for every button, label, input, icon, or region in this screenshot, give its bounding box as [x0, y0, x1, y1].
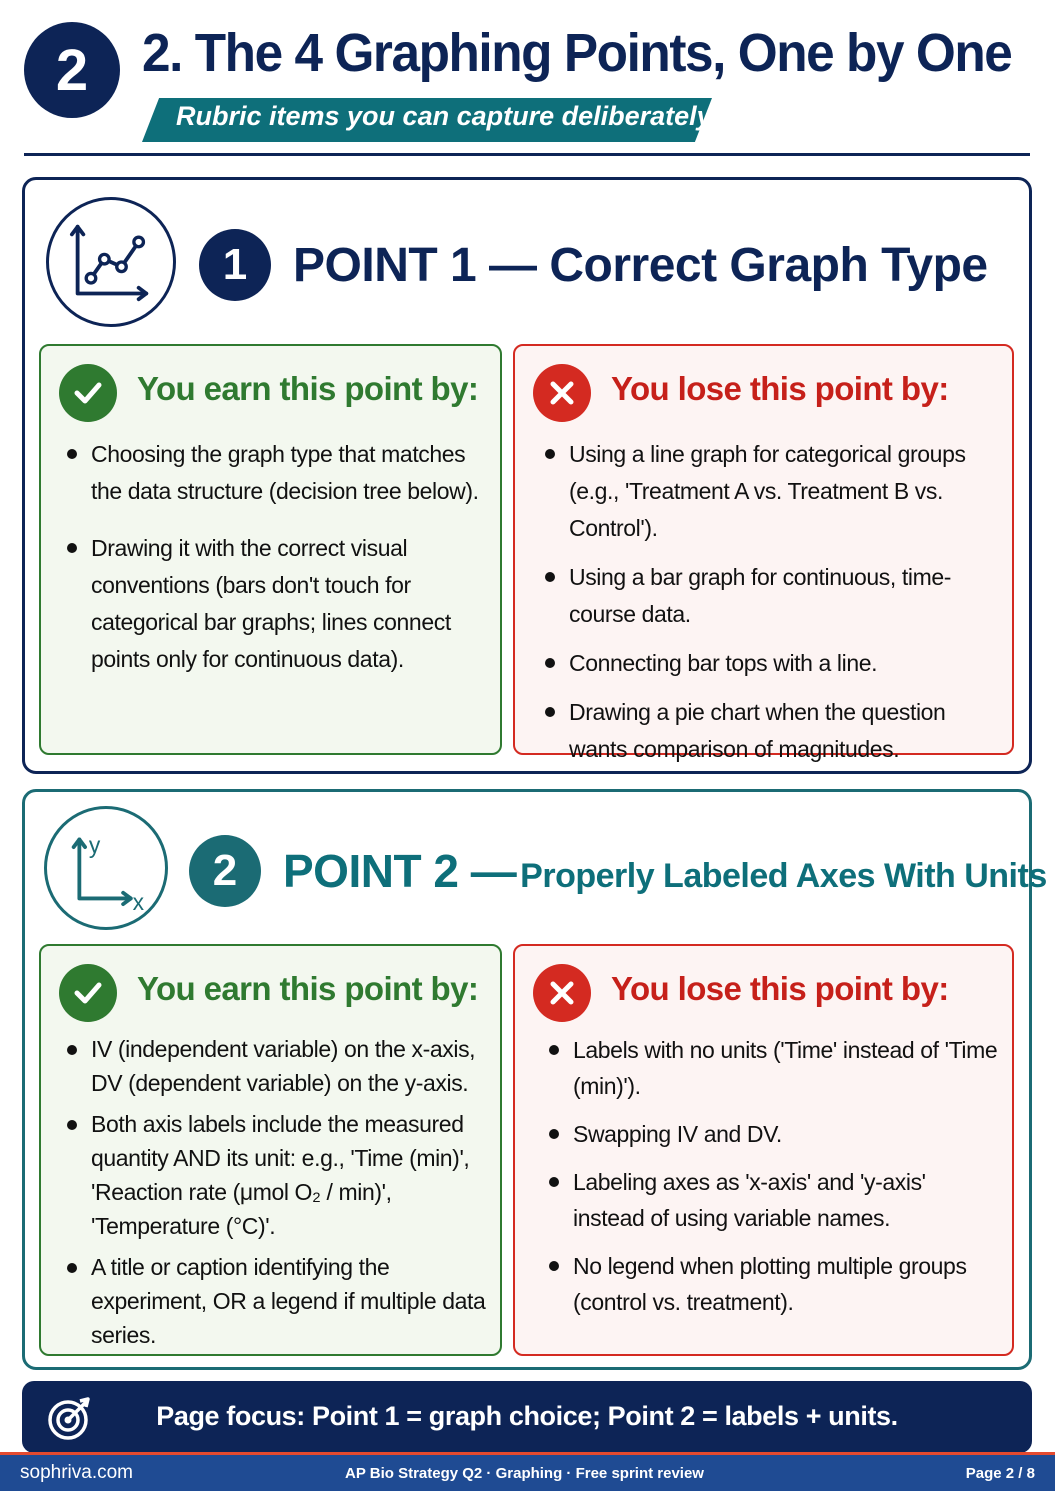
lose-list	[569, 436, 998, 780]
earn-heading: You earn this point by:	[137, 370, 479, 407]
page-footer	[0, 1452, 1055, 1491]
list-item: A title or caption identifying the experiment, OR a legend if multiple data series.	[91, 1250, 486, 1352]
lose-heading: You lose this point by:	[611, 970, 949, 1007]
list-item: Both axis labels include the measured quantity AND its unit: e.g., 'Time (min)', 'Reaction rate (μmol O₂ / min)', 'Temperature (°C)'.	[91, 1107, 486, 1243]
point-2-earn-box	[39, 944, 502, 1356]
point-2-number-badge: 2	[189, 835, 261, 907]
earn-heading: You earn this point by:	[137, 970, 479, 1007]
list-item: Using a line graph for categorical groups (e.g., 'Treatment A vs. Treatment B vs. Control').	[569, 436, 998, 547]
list-item: Labeling axes as 'x-axis' and 'y-axis' instead of using variable names.	[573, 1164, 998, 1236]
footer-site-link[interactable]: sophriva.com	[20, 1462, 133, 1483]
page-subtitle: Rubric items you can capture deliberately	[176, 101, 712, 131]
section-number-badge: 2	[24, 22, 120, 118]
xy-axes-icon	[44, 806, 168, 930]
point-2-lose-box	[513, 944, 1014, 1356]
point-1-card	[22, 177, 1032, 774]
list-item: No legend when plotting multiple groups (control vs. treatment).	[573, 1248, 998, 1320]
checkmark-icon	[59, 364, 117, 422]
point-2-card	[22, 789, 1047, 1370]
footer-page-number: Page 2 / 8	[965, 1465, 1035, 1482]
lose-heading: You lose this point by:	[611, 370, 949, 407]
point-2-title-topic: Properly Labeled Axes With Units	[520, 857, 1047, 895]
header-divider	[24, 153, 1030, 156]
line-graph-icon	[46, 197, 176, 327]
point-2-title-label: POINT 2 —	[283, 845, 517, 897]
list-item: Using a bar graph for continuous, time-course data.	[569, 559, 998, 633]
point-1-lose-box	[513, 344, 1014, 762]
page-title: 2. The 4 Graphing Points, One by One	[142, 23, 1012, 83]
point-1-number-badge: 1	[199, 229, 271, 301]
list-item: Drawing it with the correct visual conventions (bars don't touch for categorical bar graphs; lines connect points only for continuous data).	[91, 530, 486, 678]
earn-list	[91, 1032, 486, 1359]
point-2-title	[283, 844, 1047, 898]
point-1-earn-box	[39, 344, 502, 755]
lose-list	[573, 1032, 998, 1332]
checkmark-icon	[59, 964, 117, 1022]
footer-course-label: AP Bio Strategy Q2 · Graphing · Free sprint review	[345, 1465, 704, 1482]
axis-y-letter: y	[88, 831, 101, 858]
axis-x-letter: x	[132, 888, 145, 915]
page-header	[0, 0, 1055, 160]
x-mark-icon	[533, 364, 591, 422]
point-1-title: POINT 1 — Correct Graph Type	[293, 239, 988, 292]
page-focus-banner	[22, 1381, 1032, 1453]
list-item: Choosing the graph type that matches the data structure (decision tree below).	[91, 436, 486, 510]
list-item: Swapping IV and DV.	[573, 1116, 998, 1152]
page-focus-text: Page focus: Point 1 = graph choice; Point 2 = labels + units.	[156, 1401, 898, 1431]
list-item: Drawing a pie chart when the question wants comparison of magnitudes.	[569, 694, 998, 768]
earn-list	[91, 436, 486, 698]
x-mark-icon	[533, 964, 591, 1022]
list-item: Labels with no units ('Time' instead of 'Time (min)').	[573, 1032, 998, 1104]
list-item: Connecting bar tops with a line.	[569, 645, 998, 682]
list-item: IV (independent variable) on the x-axis, DV (dependent variable) on the y-axis.	[91, 1032, 486, 1100]
